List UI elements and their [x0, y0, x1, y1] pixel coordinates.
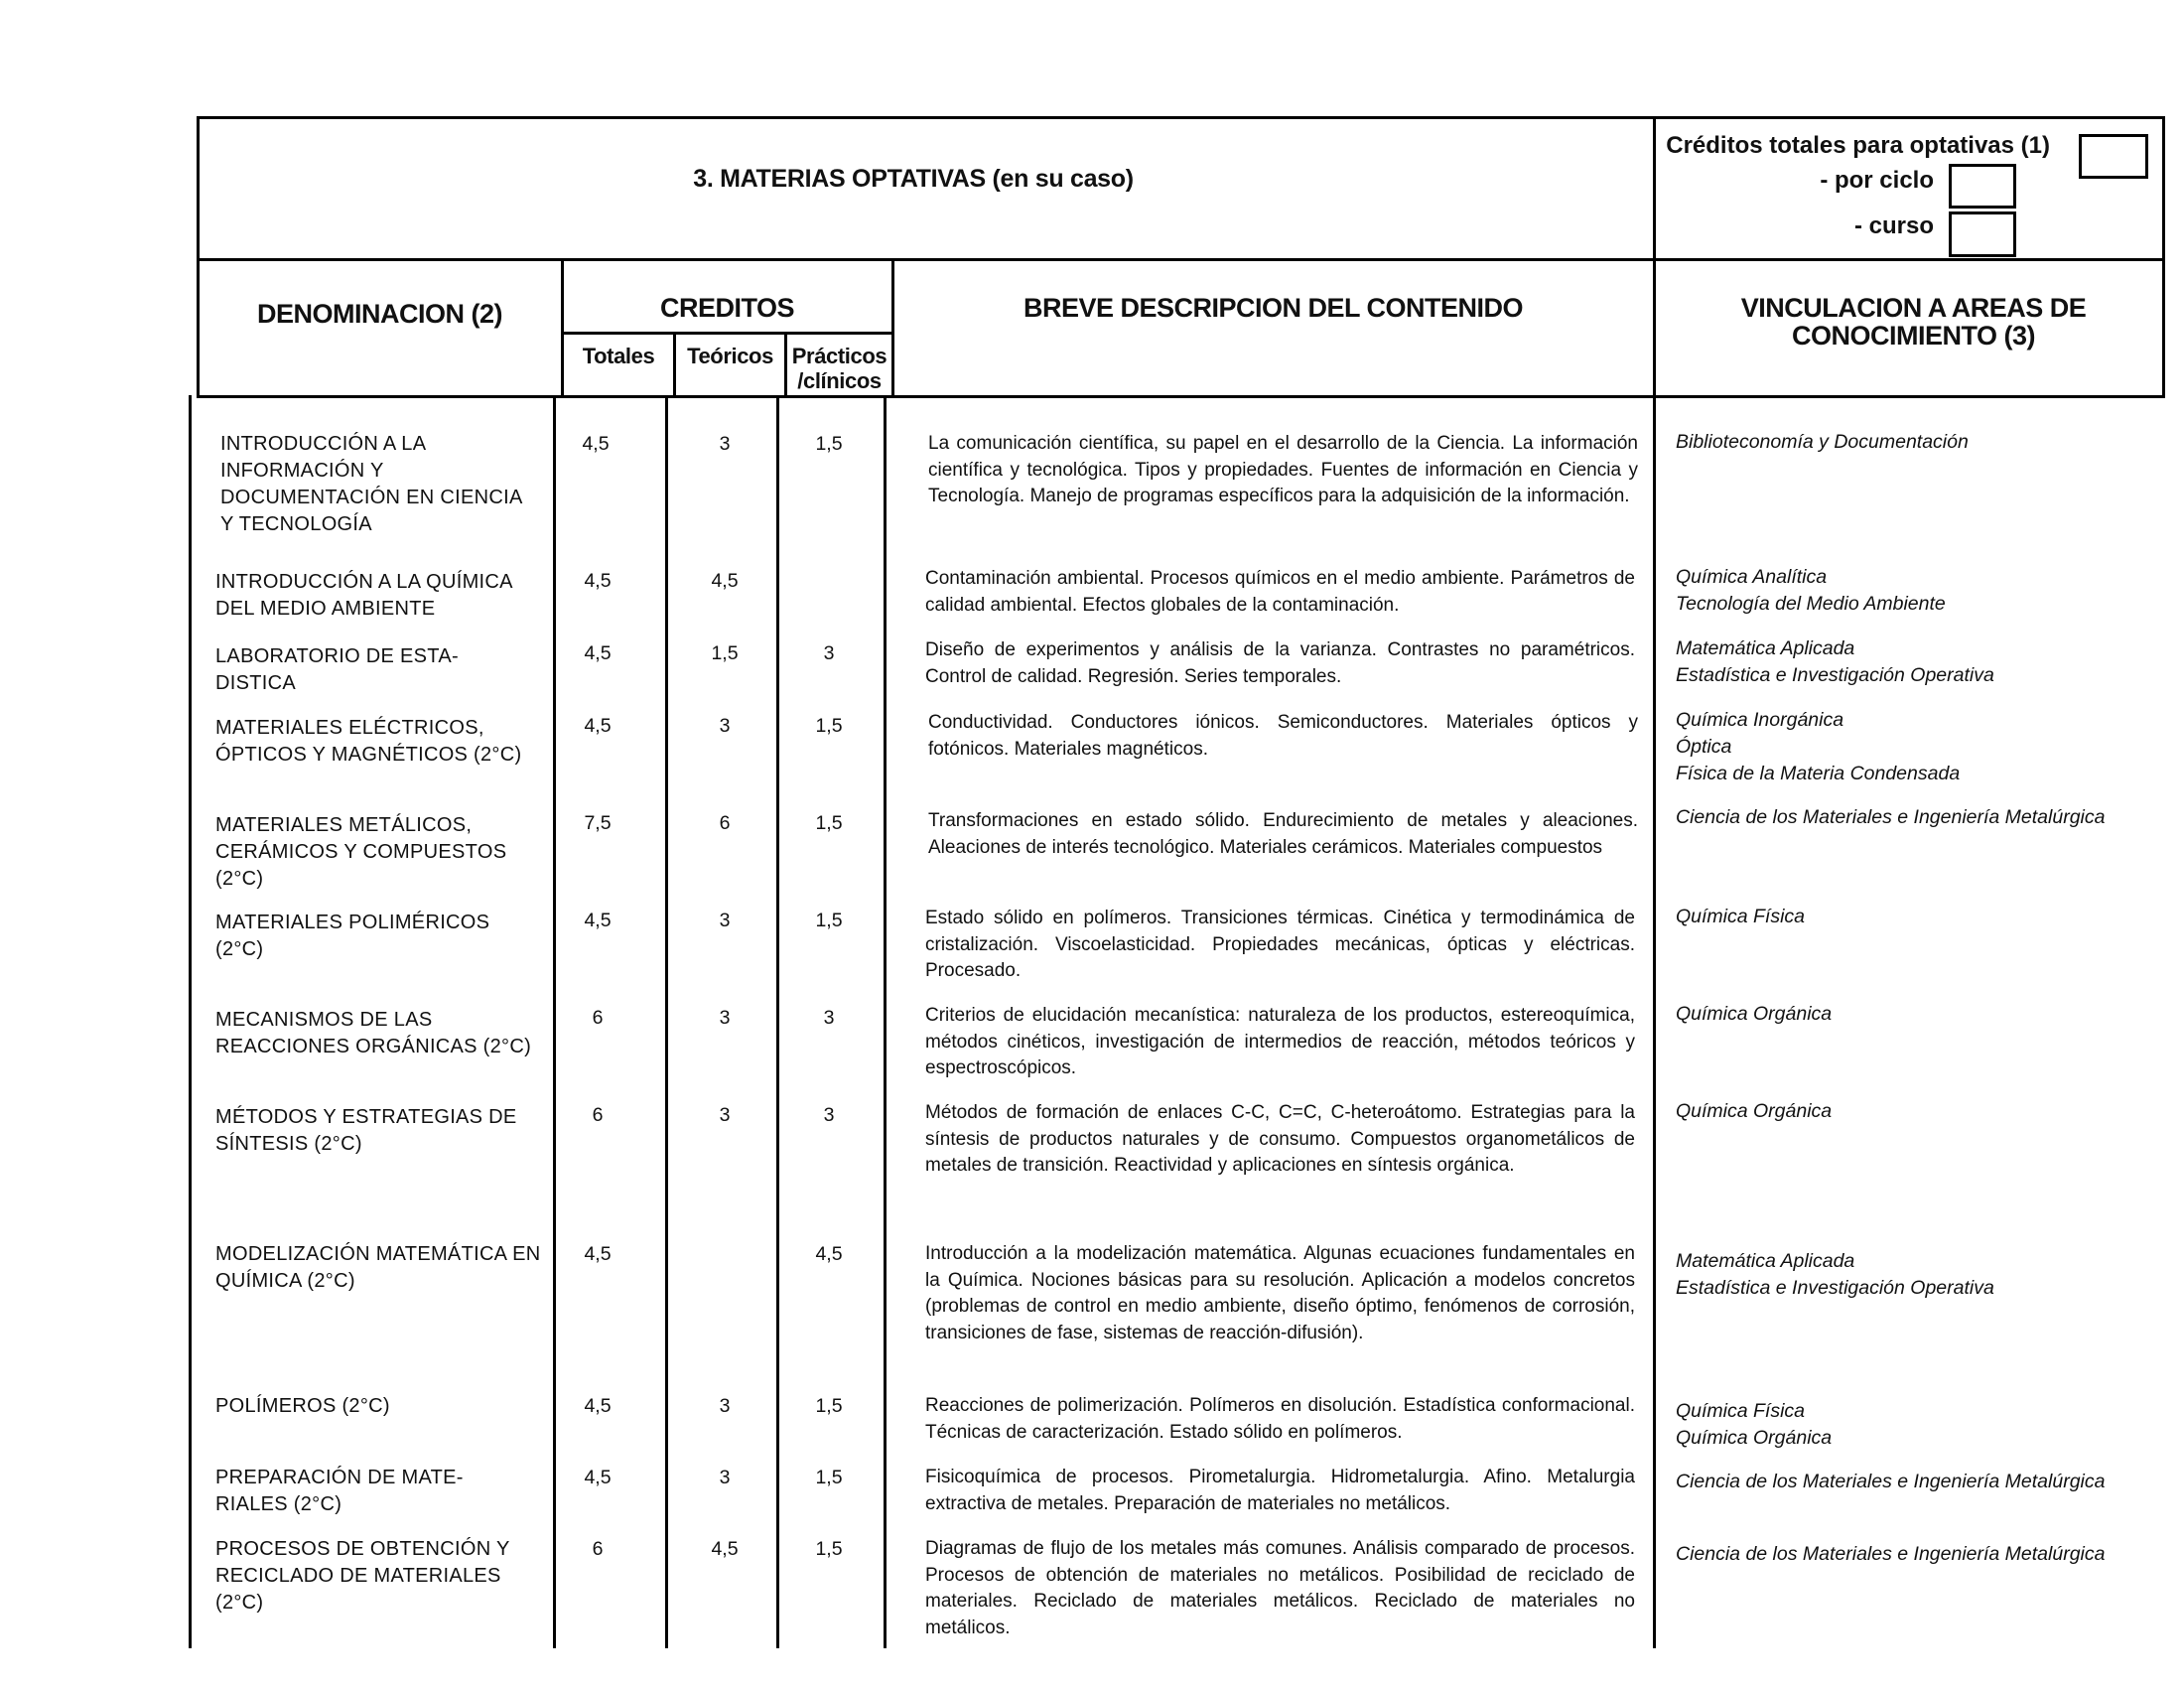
- area-item: Biblioteconomía y Documentación: [1676, 431, 1969, 453]
- area-item: Matemática Aplicada: [1676, 1250, 1855, 1272]
- row-teoricos: 3: [719, 433, 731, 455]
- row-denominacion: PROCESOS DE OBTENCIÓN Y RECICLADO DE MATERIALES (2°C): [215, 1538, 510, 1614]
- per-course-box[interactable]: [1949, 211, 2016, 257]
- row-areas: [1676, 564, 2142, 618]
- row-denominacion: PREPARACIÓN DE MATE-RIALES (2°C): [215, 1467, 464, 1515]
- column-header-practicos-line2: /clínicos: [797, 368, 882, 393]
- vinculacion-column-border: [1653, 116, 1656, 1648]
- row-areas: [1676, 635, 2142, 689]
- row-practicos: 1,5: [815, 1395, 843, 1417]
- row-totales: 4,5: [584, 715, 612, 737]
- row-totales: 4,5: [584, 1243, 612, 1265]
- row-totales: 4,5: [584, 910, 612, 931]
- row-denominacion: MATERIALES METÁLICOS, CERÁMICOS Y COMPUESTOS (2°C): [215, 814, 507, 890]
- row-teoricos: 3: [719, 1467, 731, 1488]
- creditos-left-border-header: [561, 258, 564, 395]
- row-totales: 6: [592, 1538, 604, 1560]
- practicos-left-border-body: [776, 395, 779, 1648]
- row-descripcion: Fisicoquímica de procesos. Pirometalurgia. Hidrometalurgia. Afino. Metalurgia extractiva de metales. Preparación de materiales no metálicos.: [925, 1467, 1635, 1514]
- area-item: Óptica: [1676, 736, 1732, 758]
- row-totales: 4,5: [584, 1467, 612, 1488]
- area-item: Estadística e Investigación Operativa: [1676, 664, 1994, 686]
- row-descripcion: La comunicación científica, su papel en el desarrollo de la Ciencia. La información científica y tecnológica. Tipos y propiedades. Fuentes de información en Ciencia y Tecnología. Manejo de programas específicos para la adquisición de la información.: [928, 433, 1638, 506]
- row-totales: 6: [592, 1104, 604, 1126]
- row-areas: [1676, 804, 2142, 831]
- row-totales: 4,5: [584, 642, 612, 664]
- credits-total-label: Créditos totales para optativas (1): [1666, 132, 2050, 159]
- row-denominacion: POLÍMEROS (2°C): [215, 1395, 390, 1417]
- row-practicos: 3: [823, 642, 835, 664]
- row-practicos: 3: [823, 1104, 835, 1126]
- row-denominacion: MECANISMOS DE LAS REACCIONES ORGÁNICAS (2°C): [215, 1009, 532, 1057]
- credits-total-box[interactable]: [2079, 134, 2148, 179]
- row-descripcion: Conductividad. Conductores iónicos. Semiconductores. Materiales ópticos y fotónicos. Materiales magnéticos.: [928, 712, 1638, 760]
- row-practicos: 1,5: [815, 910, 843, 931]
- row-areas: [1676, 1098, 2142, 1125]
- row-practicos: 4,5: [815, 1243, 843, 1265]
- row-teoricos: 3: [719, 910, 731, 931]
- area-item: Física de la Materia Condensada: [1676, 763, 1961, 784]
- area-item: Química Orgánica: [1676, 1100, 1833, 1122]
- row-descripcion: Reacciones de polimerización. Polímeros en disolución. Estadística conformacional. Técnicas de caracterización. Estado sólido en polímeros.: [925, 1395, 1635, 1443]
- row-descripcion: Transformaciones en estado sólido. Endurecimiento de metales y aleaciones. Aleaciones de interés tecnológico. Materiales cerámicos. Materiales compuestos: [928, 810, 1638, 858]
- area-item: Ciencia de los Materiales e Ingeniería Metalúrgica: [1676, 806, 2106, 828]
- row-areas: [1676, 1541, 2142, 1568]
- title-row-bottom-border: [197, 258, 2165, 261]
- column-header-teoricos: Teóricos: [687, 344, 773, 368]
- descripcion-left-border-body: [884, 395, 887, 1648]
- row-teoricos: 3: [719, 1007, 731, 1029]
- row-denominacion: INTRODUCCIÓN A LA QUÍMICA DEL MEDIO AMBIENTE: [215, 571, 512, 620]
- row-denominacion: MATERIALES ELÉCTRICOS, ÓPTICOS Y MAGNÉTICOS (2°C): [215, 717, 522, 766]
- row-areas: [1676, 1469, 2142, 1495]
- per-cycle-box[interactable]: [1949, 164, 2016, 209]
- teoricos-left-border-body: [665, 395, 668, 1648]
- row-totales: 4,5: [584, 1395, 612, 1417]
- row-practicos: 3: [823, 1007, 835, 1029]
- table-left-border-header: [197, 116, 200, 395]
- area-item: Química Física: [1676, 1400, 1806, 1422]
- row-descripcion: Introducción a la modelización matemática. Algunas ecuaciones fundamentales en la Química. Nociones básicas para su resolución. Aplicación a modelos concretos (problemas de control en medio ambiente, diseño óptimo, fenómenos de corrosión, transiciones de fase, sistemas de reacción-difusión).: [925, 1243, 1635, 1343]
- area-item: Matemática Aplicada: [1676, 637, 1855, 659]
- row-descripcion: Diseño de experimentos y análisis de la varianza. Contrastes no paramétricos. Control de calidad. Regresión. Series temporales.: [925, 639, 1635, 687]
- area-item: Tecnología del Medio Ambiente: [1676, 593, 1946, 615]
- row-descripcion: Estado sólido en polímeros. Transiciones térmicas. Cinética y termodinámica de cristalización. Viscoelasticidad. Propiedades mecánicas, ópticas y eléctricas. Procesado.: [925, 908, 1635, 981]
- row-descripcion: Contaminación ambiental. Procesos químicos en el medio ambiente. Parámetros de calidad ambiental. Efectos globales de la contaminación.: [925, 568, 1635, 616]
- row-teoricos: 3: [719, 715, 731, 737]
- descripcion-left-border-header: [891, 258, 894, 395]
- table-left-border-body: [189, 395, 192, 1648]
- area-item: Química Inorgánica: [1676, 709, 1844, 731]
- column-header-vinculacion: VINCULACION A AREAS DE CONOCIMIENTO (3): [1740, 293, 2087, 351]
- area-item: Química Orgánica: [1676, 1003, 1833, 1025]
- column-header-descripcion: BREVE DESCRIPCION DEL CONTENIDO: [1023, 293, 1524, 323]
- row-areas: [1676, 1248, 2142, 1302]
- area-item: Química Física: [1676, 906, 1806, 927]
- row-totales: 6: [592, 1007, 604, 1029]
- per-cycle-label: - por ciclo: [1820, 167, 1934, 194]
- row-totales: 4,5: [582, 433, 610, 455]
- row-practicos: 1,5: [815, 812, 843, 834]
- row-teoricos: 3: [719, 1104, 731, 1126]
- column-header-bottom-border: [197, 395, 2165, 398]
- area-item: Química Orgánica: [1676, 1427, 1833, 1449]
- row-areas: [1676, 1398, 2142, 1452]
- row-descripcion: Criterios de elucidación mecanística: naturaleza de los productos, estereoquímica, métodos cinéticos, investigación de intermedios de reacción, métodos teóricos y espectroscópicos.: [925, 1005, 1635, 1078]
- area-item: Ciencia de los Materiales e Ingeniería Metalúrgica: [1676, 1543, 2106, 1565]
- row-descripcion: Métodos de formación de enlaces C-C, C=C, C-heteroátomo. Estrategias para la síntesis de productos naturales y de consumo. Compuestos organometálicos de metales de transición. Reactividad y aplicaciones en síntesis orgánica.: [925, 1102, 1635, 1176]
- row-areas: [1676, 1001, 2142, 1028]
- row-totales: 4,5: [584, 570, 612, 592]
- creditos-subheader-border: [561, 332, 893, 335]
- column-header-totales: Totales: [582, 344, 655, 368]
- row-teoricos: 3: [719, 1395, 731, 1417]
- row-practicos: 1,5: [815, 715, 843, 737]
- page-title: 3. MATERIAS OPTATIVAS (en su caso): [693, 165, 1134, 193]
- row-descripcion: Diagramas de flujo de los metales más comunes. Análisis comparado de procesos. Procesos de obtención de materiales no metálicos. Posibilidad de reciclado de materiales. Reciclado de materiales metálicos. Reciclado de materiales no metálicos.: [925, 1538, 1635, 1638]
- row-teoricos: 6: [719, 812, 731, 834]
- row-denominacion: INTRODUCCIÓN A LA INFORMACIÓN Y DOCUMENTACIÓN EN CIENCIA Y TECNOLOGÍA: [220, 433, 522, 535]
- row-areas: [1676, 707, 2142, 787]
- area-item: Química Analítica: [1676, 566, 1828, 588]
- row-denominacion: LABORATORIO DE ESTA-DISTICA: [215, 645, 459, 694]
- creditos-left-border-body: [553, 395, 556, 1648]
- per-course-label: - curso: [1853, 212, 1934, 239]
- row-practicos: 1,5: [815, 433, 843, 455]
- table-top-border: [197, 116, 2165, 119]
- row-denominacion: MÉTODOS Y ESTRATEGIAS DE SÍNTESIS (2°C): [215, 1106, 517, 1155]
- column-header-denominacion: DENOMINACION (2): [257, 299, 502, 329]
- row-practicos: 1,5: [815, 1538, 843, 1560]
- row-teoricos: 1,5: [711, 642, 739, 664]
- area-item: Ciencia de los Materiales e Ingeniería Metalúrgica: [1676, 1471, 2106, 1492]
- row-areas: [1676, 904, 2142, 930]
- row-teoricos: 4,5: [711, 1538, 739, 1560]
- column-header-creditos: CREDITOS: [659, 293, 795, 323]
- row-totales: 7,5: [584, 812, 612, 834]
- row-practicos: 1,5: [815, 1467, 843, 1488]
- row-areas: [1676, 429, 2142, 456]
- area-item: Estadística e Investigación Operativa: [1676, 1277, 1994, 1299]
- row-denominacion: MATERIALES POLIMÉRICOS (2°C): [215, 912, 490, 960]
- row-teoricos: 4,5: [711, 570, 739, 592]
- row-denominacion: MODELIZACIÓN MATEMÁTICA EN QUÍMICA (2°C): [215, 1243, 541, 1292]
- table-right-border: [2162, 116, 2165, 395]
- column-header-practicos-line1: Prácticos: [791, 344, 887, 368]
- column-header-practicos: [787, 344, 891, 393]
